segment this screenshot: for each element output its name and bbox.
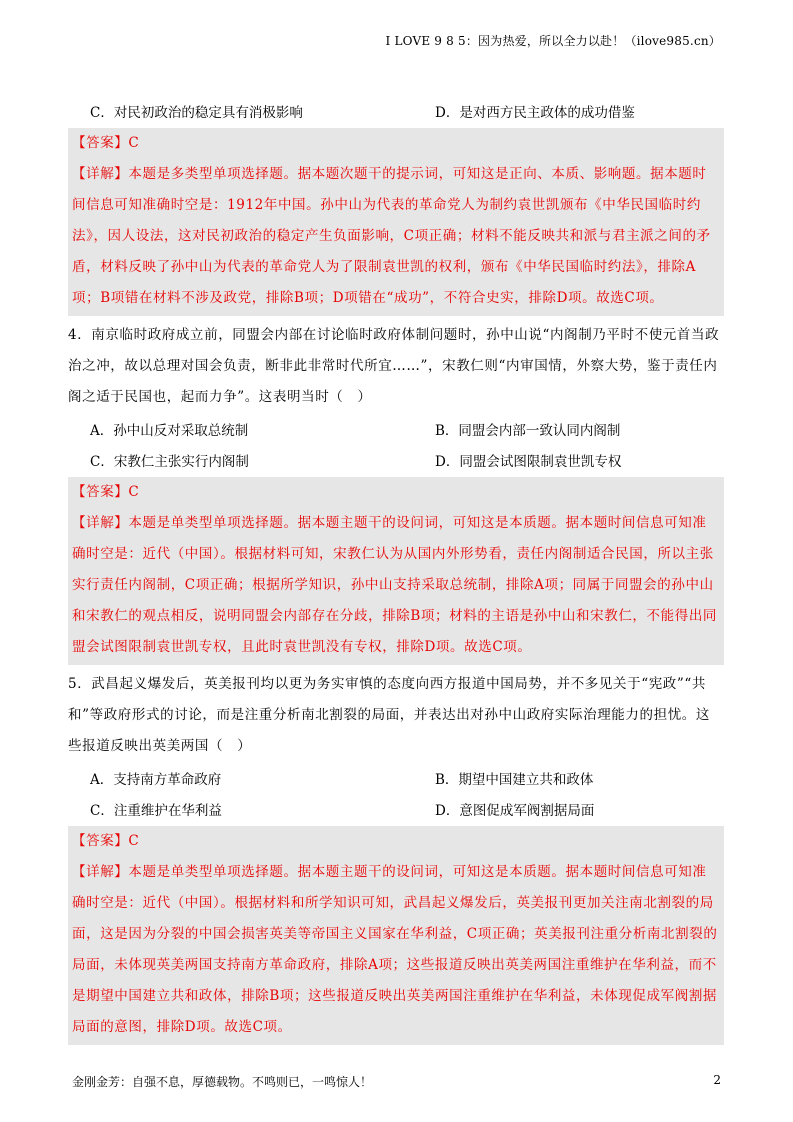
q5-detail [72, 857, 720, 1043]
answer-tag: 【答案】 [72, 135, 129, 151]
q3-options-row [68, 95, 724, 126]
q5-option-a: A．支持南方革命政府 [90, 771, 222, 788]
page-number: 2 [713, 1073, 721, 1087]
detail-text: 本题是单类型单项选择题。据本题主题干的设问词，可知这是本质题。据本题时间信息可知准确时空是：近代（中国）。根据材料和所学知识可知，武昌起义爆发后，英美报刊更加关注南北割裂的局面，这是因为分裂的中国会损害英美等帝国主义国家在华利益，C项正确；英美报刊注重分析南北割裂的局面，未体现英美两国支持南方革命政府，排除A项；这些报道反映出英美两国注重维护在华利益，而不是期望中国建立共和政体，排除B项；这些报道反映出英美两国注重维护在华利益，未体现促成军阀割据局面的意图，排除D项。故选C项。 [72, 864, 718, 1035]
q5-answer-box [68, 826, 724, 1045]
q3-answer [72, 128, 720, 159]
answer-value: C [128, 833, 140, 849]
detail-tag: 【详解】 [72, 166, 129, 182]
detail-text: 本题是单类型单项选择题。据本题主题干的设问词，可知这是本质题。据本题时间信息可知准确时空是：近代（中国）。根据材料可知，宋教仁认为从国内外形势看，责任内阁制适合民国，所以主张实行责任内阁制，C项正确；根据所学知识，孙中山支持采取总统制，排除A项；同属于同盟会的孙中山和宋教仁的观点相反，说明同盟会内部存在分歧，排除B项；材料的主语是孙中山和宋教仁，不能得出同盟会试图限制袁世凯专权，且此时袁世凯没有专权，排除D项。故选C项。 [72, 515, 718, 655]
q4-option-b: B．同盟会内部一致认同内阁制 [435, 422, 621, 439]
page-header: I LOVE 9 8 5：因为热爱，所以全力以赴！（ilove985.cn） [385, 34, 721, 48]
detail-text: 本题是多类型单项选择题。据本题次题干的提示词，可知这是正向、本质、影响题。据本题时间信息可知准确时空是：1912年中国。孙中山为代表的革命党人为制约袁世凯颁布《中华民国临时约法》，因人设法，这对民初政治的稳定产生负面影响，C项正确；材料不能反映共和派与君主派之间的矛盾，材料反映了孙中山为代表的革命党人为了限制袁世凯的权利，颁布《中华民国临时约法》，排除A项；B项错在材料不涉及政党，排除B项；D项错在“成功”，不符合史实，排除D项。故选C项。 [72, 166, 711, 306]
answer-tag: 【答案】 [72, 484, 129, 500]
q4-option-c: C．宋教仁主张实行内阁制 [90, 453, 249, 470]
q3-option-c: C．对民初政治的稳定具有消极影响 [90, 104, 303, 121]
answer-value: C [128, 484, 140, 500]
detail-tag: 【详解】 [72, 515, 129, 531]
q5-stem: 5．武昌起义爆发后，英美报刊均以更为务实审慎的态度向西方报道中国局势，并不多见关于“宪政”“共和”等政府形式的讨论，而是注重分析南北割裂的局面，并表达出对孙中山政府实际治理能力的担忧。这些报道反映出英美两国（ ） [68, 676, 710, 754]
q3-answer-box [68, 128, 724, 316]
q3-detail [72, 159, 720, 314]
page-content [68, 95, 724, 1047]
q4-options-row-1 [68, 413, 724, 444]
q4-answer [72, 477, 720, 508]
q5-answer [72, 826, 720, 857]
answer-tag: 【答案】 [72, 833, 129, 849]
q4-detail [72, 508, 720, 663]
footer-motto: 金刚金芳：自强不息，厚德载物。不鸣则已，一鸣惊人！ [72, 1075, 373, 1089]
detail-tag: 【详解】 [72, 864, 129, 880]
q4-stem: 4．南京临时政府成立前，同盟会内部在讨论临时政府体制问题时，孙中山说“内阁制乃平时不使元首当政治之冲，故以总理对国会负责，断非此非常时代所宜……”，宋教仁则“内审国情，外察大势，鉴于责任内阁之适于民国也，起而力争”。这表明当时（ ） [68, 327, 720, 405]
q4-option-a: A．孙中山反对采取总统制 [90, 422, 249, 439]
q5-options-row-2 [68, 793, 724, 824]
q5-option-c: C．注重维护在华利益 [90, 802, 222, 819]
q5-option-b: B．期望中国建立共和政体 [435, 771, 594, 788]
q5-options-row-1 [68, 762, 724, 793]
q5-option-d: D．意图促成军阀割据局面 [435, 802, 595, 819]
q4-option-d: D．同盟会试图限制袁世凯专权 [435, 453, 622, 470]
q4-options-row-2 [68, 444, 724, 475]
answer-value: C [128, 135, 140, 151]
q3-option-d: D．是对西方民主政体的成功借鉴 [435, 104, 635, 121]
q4-answer-box [68, 477, 724, 665]
